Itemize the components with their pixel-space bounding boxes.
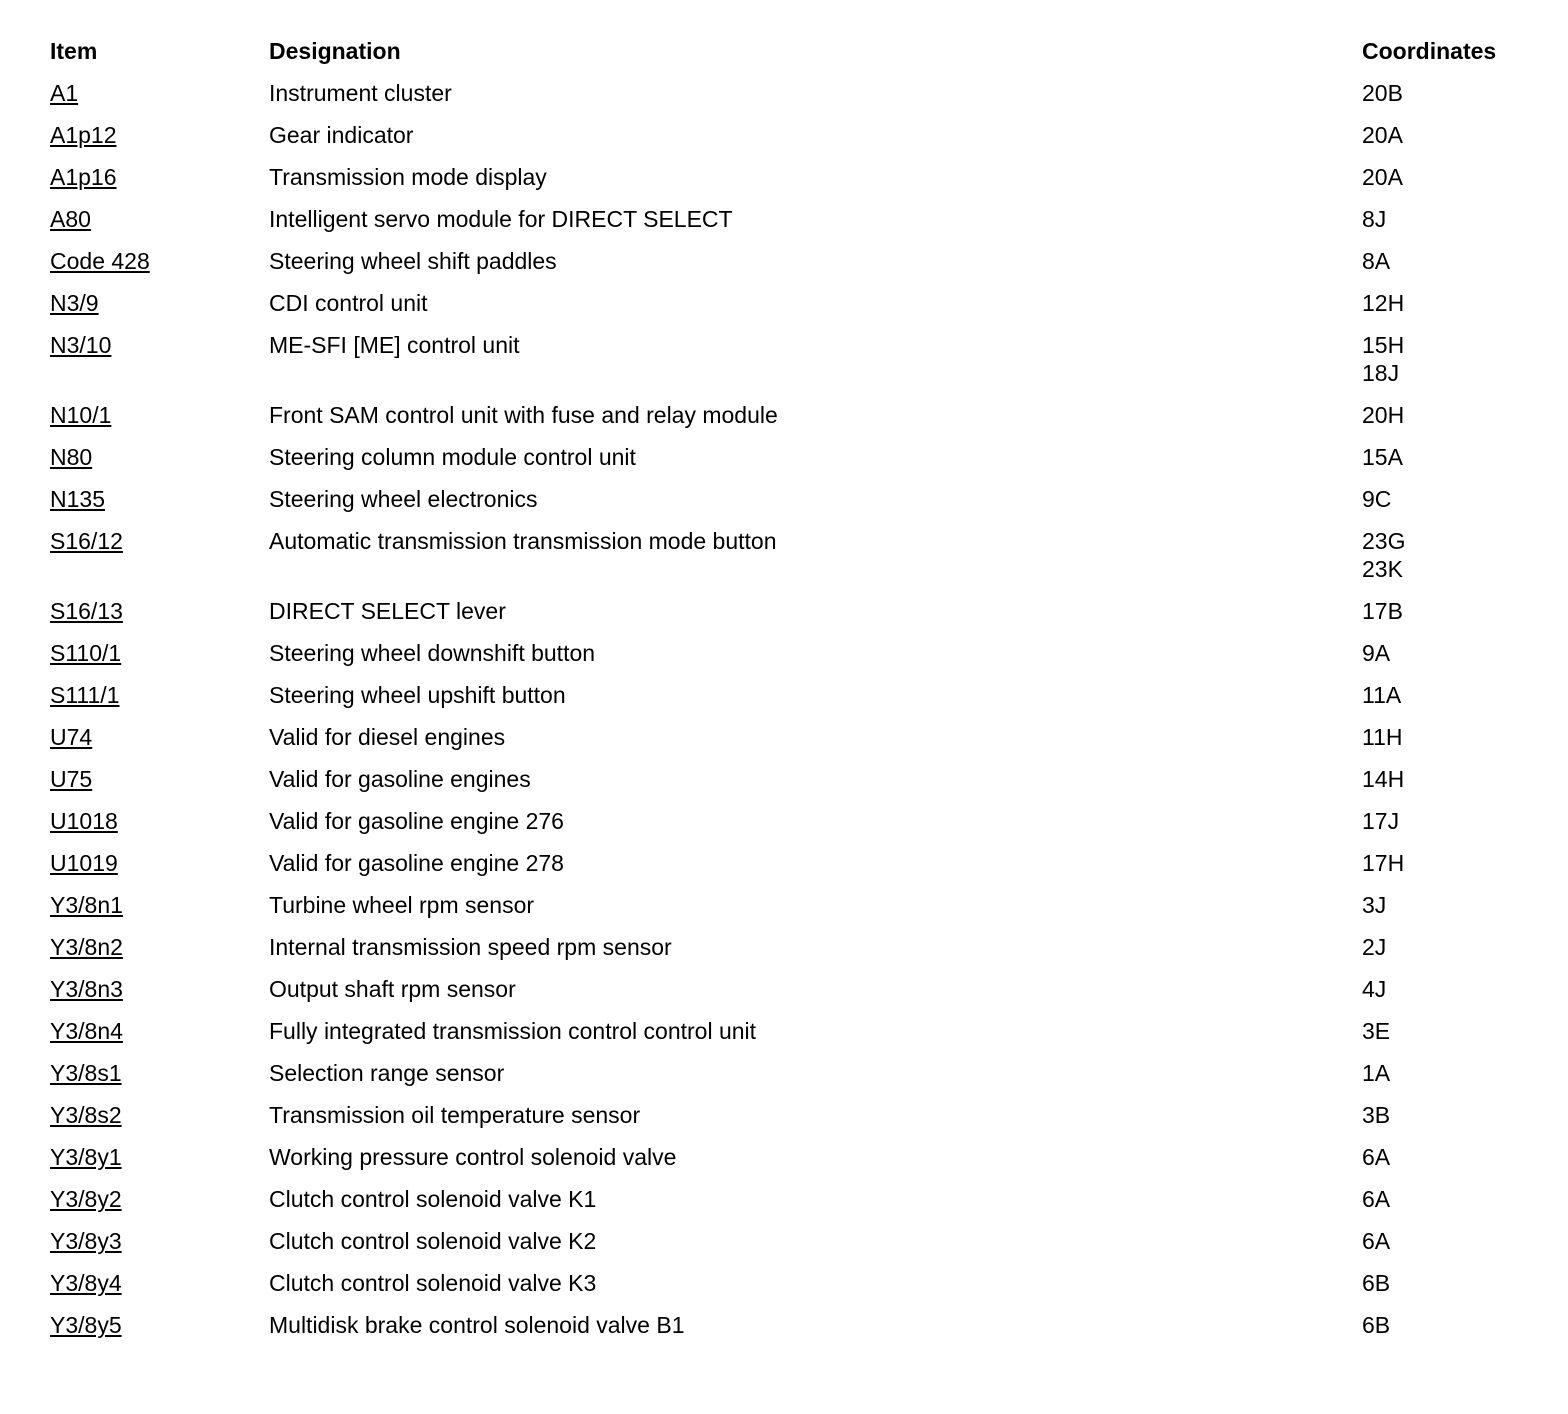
item-cell bbox=[50, 163, 269, 191]
coordinates-cell bbox=[1362, 485, 1550, 513]
designation-cell: Clutch control solenoid valve K3 bbox=[269, 1270, 597, 1296]
table-row bbox=[50, 1052, 1550, 1094]
coordinate-value: 6B bbox=[1362, 1312, 1391, 1338]
coordinates-cell bbox=[1362, 401, 1550, 429]
item-link[interactable]: Y3/8s1 bbox=[50, 1060, 122, 1086]
designation-cell: Transmission oil temperature sensor bbox=[269, 1102, 641, 1128]
coordinates-cell bbox=[1362, 1017, 1550, 1045]
component-legend-table bbox=[50, 30, 1550, 1346]
coordinate-value: 9A bbox=[1362, 640, 1391, 666]
table-row bbox=[50, 800, 1550, 842]
table-row bbox=[50, 114, 1550, 156]
item-cell bbox=[50, 891, 269, 919]
table-row bbox=[50, 1010, 1550, 1052]
item-link[interactable]: Y3/8n3 bbox=[50, 976, 123, 1002]
designation-cell: Valid for gasoline engine 276 bbox=[269, 808, 564, 834]
header-coordinates: Coordinates bbox=[1362, 38, 1497, 64]
coordinate-value: 3J bbox=[1362, 892, 1387, 918]
item-cell bbox=[50, 331, 269, 387]
table-row bbox=[50, 1178, 1550, 1220]
item-cell bbox=[50, 975, 269, 1003]
item-link[interactable]: N10/1 bbox=[50, 402, 112, 428]
coordinates-cell bbox=[1362, 849, 1550, 877]
coordinates-cell bbox=[1362, 1311, 1550, 1339]
table-row bbox=[50, 632, 1550, 674]
table-row bbox=[50, 156, 1550, 198]
item-link[interactable]: Y3/8y1 bbox=[50, 1144, 122, 1170]
item-cell bbox=[50, 1059, 269, 1087]
table-row bbox=[50, 72, 1550, 114]
item-cell bbox=[50, 401, 269, 429]
coordinates-cell bbox=[1362, 205, 1550, 233]
designation-cell: Valid for diesel engines bbox=[269, 724, 506, 750]
coordinates-cell bbox=[1362, 765, 1550, 793]
table-row bbox=[50, 968, 1550, 1010]
table-row bbox=[50, 1262, 1550, 1304]
coordinate-value: 4J bbox=[1362, 976, 1387, 1002]
designation-cell: ME-SFI [ME] control unit bbox=[269, 332, 520, 358]
coordinates-cell bbox=[1362, 597, 1550, 625]
coordinates-cell bbox=[1362, 79, 1550, 107]
designation-cell: Valid for gasoline engines bbox=[269, 766, 531, 792]
item-link[interactable]: A1p16 bbox=[50, 164, 117, 190]
designation-cell: Working pressure control solenoid valve bbox=[269, 1144, 677, 1170]
item-link[interactable]: Y3/8y2 bbox=[50, 1186, 122, 1212]
coordinate-value: 6A bbox=[1362, 1186, 1391, 1212]
item-cell bbox=[50, 1311, 269, 1339]
item-link[interactable]: Y3/8n4 bbox=[50, 1018, 123, 1044]
designation-cell: Selection range sensor bbox=[269, 1060, 505, 1086]
item-cell bbox=[50, 807, 269, 835]
coordinates-cell bbox=[1362, 163, 1550, 191]
item-link[interactable]: S16/13 bbox=[50, 598, 123, 624]
item-cell bbox=[50, 639, 269, 667]
table-row bbox=[50, 1094, 1550, 1136]
item-cell bbox=[50, 765, 269, 793]
coordinates-cell bbox=[1362, 639, 1550, 667]
item-cell bbox=[50, 289, 269, 317]
table-row bbox=[50, 926, 1550, 968]
table-row bbox=[50, 520, 1550, 590]
item-cell bbox=[50, 1227, 269, 1255]
table-row bbox=[50, 1220, 1550, 1262]
coordinates-cell bbox=[1362, 247, 1550, 275]
coordinates-cell bbox=[1362, 527, 1550, 583]
item-link[interactable]: U1019 bbox=[50, 850, 118, 876]
designation-cell: Clutch control solenoid valve K2 bbox=[269, 1228, 597, 1254]
designation-cell: Intelligent servo module for DIRECT SELECT bbox=[269, 206, 733, 232]
coordinate-value: 8J bbox=[1362, 206, 1387, 232]
header-designation: Designation bbox=[269, 38, 401, 64]
item-cell bbox=[50, 723, 269, 751]
coordinate-value: 15A bbox=[1362, 444, 1403, 470]
coordinate-value: 20A bbox=[1362, 164, 1403, 190]
legend-body bbox=[50, 72, 1550, 1346]
designation-cell: Steering wheel electronics bbox=[269, 486, 538, 512]
table-row bbox=[50, 674, 1550, 716]
coordinates-cell bbox=[1362, 723, 1550, 751]
coordinates-cell bbox=[1362, 121, 1550, 149]
coordinate-value: 23K bbox=[1362, 556, 1403, 582]
designation-cell: Instrument cluster bbox=[269, 80, 452, 106]
table-row bbox=[50, 842, 1550, 884]
item-cell bbox=[50, 597, 269, 625]
legend-header-row bbox=[50, 30, 1550, 72]
designation-cell: DIRECT SELECT lever bbox=[269, 598, 506, 624]
table-row bbox=[50, 1136, 1550, 1178]
table-row bbox=[50, 478, 1550, 520]
coordinate-value: 14H bbox=[1362, 766, 1405, 792]
item-link[interactable]: U1018 bbox=[50, 808, 118, 834]
designation-cell: Steering column module control unit bbox=[269, 444, 636, 470]
coordinate-value: 20B bbox=[1362, 80, 1403, 106]
item-cell bbox=[50, 121, 269, 149]
item-link[interactable]: Y3/8n2 bbox=[50, 934, 123, 960]
designation-cell: Steering wheel shift paddles bbox=[269, 248, 557, 274]
coordinate-value: 20H bbox=[1362, 402, 1405, 428]
item-cell bbox=[50, 1143, 269, 1171]
item-link[interactable]: N80 bbox=[50, 444, 93, 470]
coordinate-value: 11A bbox=[1362, 682, 1402, 708]
item-link[interactable]: Code 428 bbox=[50, 248, 150, 274]
designation-cell: Valid for gasoline engine 278 bbox=[269, 850, 564, 876]
coordinates-cell bbox=[1362, 1101, 1550, 1129]
item-link[interactable]: A80 bbox=[50, 206, 91, 232]
coordinates-cell bbox=[1362, 443, 1550, 471]
coordinate-value: 15H bbox=[1362, 332, 1405, 358]
coordinates-cell bbox=[1362, 331, 1550, 387]
coordinate-value: 6B bbox=[1362, 1270, 1391, 1296]
coordinate-value: 3E bbox=[1362, 1018, 1391, 1044]
item-cell bbox=[50, 681, 269, 709]
coordinates-cell bbox=[1362, 1227, 1550, 1255]
item-link[interactable]: Y3/8y3 bbox=[50, 1228, 122, 1254]
item-cell bbox=[50, 79, 269, 107]
designation-cell: Output shaft rpm sensor bbox=[269, 976, 516, 1002]
coordinate-value: 20A bbox=[1362, 122, 1403, 148]
item-cell bbox=[50, 1101, 269, 1129]
coordinates-cell bbox=[1362, 1143, 1550, 1171]
coordinate-value: 17B bbox=[1362, 598, 1403, 624]
item-link[interactable]: Y3/8n1 bbox=[50, 892, 123, 918]
table-row bbox=[50, 758, 1550, 800]
item-link[interactable]: U74 bbox=[50, 724, 93, 750]
table-row bbox=[50, 324, 1550, 394]
table-row bbox=[50, 282, 1550, 324]
item-link[interactable]: S16/12 bbox=[50, 528, 123, 554]
table-row bbox=[50, 198, 1550, 240]
item-link[interactable]: S111/1 bbox=[50, 682, 120, 708]
item-link[interactable]: A1p12 bbox=[50, 122, 117, 148]
coordinate-value: 9C bbox=[1362, 486, 1392, 512]
item-cell bbox=[50, 849, 269, 877]
coordinates-cell bbox=[1362, 1269, 1550, 1297]
coordinate-value: 12H bbox=[1362, 290, 1405, 316]
table-row bbox=[50, 240, 1550, 282]
item-cell bbox=[50, 1017, 269, 1045]
item-cell bbox=[50, 443, 269, 471]
coordinates-cell bbox=[1362, 975, 1550, 1003]
item-cell bbox=[50, 1185, 269, 1213]
coordinate-value: 3B bbox=[1362, 1102, 1391, 1128]
coordinate-value: 11H bbox=[1362, 724, 1403, 750]
coordinate-value: 17H bbox=[1362, 850, 1405, 876]
designation-cell: CDI control unit bbox=[269, 290, 428, 316]
table-row bbox=[50, 884, 1550, 926]
item-link[interactable]: N3/10 bbox=[50, 332, 112, 358]
item-link[interactable]: U75 bbox=[50, 766, 93, 792]
item-cell bbox=[50, 247, 269, 275]
table-row bbox=[50, 436, 1550, 478]
coordinate-value: 2J bbox=[1362, 934, 1387, 960]
designation-cell: Front SAM control unit with fuse and relay module bbox=[269, 402, 778, 428]
designation-cell: Transmission mode display bbox=[269, 164, 547, 190]
designation-cell: Clutch control solenoid valve K1 bbox=[269, 1186, 597, 1212]
coordinates-cell bbox=[1362, 891, 1550, 919]
item-cell bbox=[50, 1269, 269, 1297]
item-cell bbox=[50, 205, 269, 233]
coordinates-cell bbox=[1362, 933, 1550, 961]
coordinate-value: 8A bbox=[1362, 248, 1391, 274]
item-link[interactable]: N3/9 bbox=[50, 290, 99, 316]
coordinate-value: 6A bbox=[1362, 1144, 1391, 1170]
coordinate-value: 23G bbox=[1362, 528, 1406, 554]
coordinates-cell bbox=[1362, 1185, 1550, 1213]
coordinates-cell bbox=[1362, 1059, 1550, 1087]
item-link[interactable]: S110/1 bbox=[50, 640, 122, 666]
header-item: Item bbox=[50, 38, 98, 64]
coordinate-value: 1A bbox=[1362, 1060, 1391, 1086]
coordinate-value: 18J bbox=[1362, 360, 1400, 386]
designation-cell: Fully integrated transmission control control unit bbox=[269, 1018, 757, 1044]
designation-cell: Gear indicator bbox=[269, 122, 414, 148]
coordinate-value: 6A bbox=[1362, 1228, 1391, 1254]
designation-cell: Turbine wheel rpm sensor bbox=[269, 892, 535, 918]
designation-cell: Steering wheel upshift button bbox=[269, 682, 566, 708]
designation-cell: Steering wheel downshift button bbox=[269, 640, 596, 666]
item-cell bbox=[50, 527, 269, 583]
table-row bbox=[50, 1304, 1550, 1346]
designation-cell: Multidisk brake control solenoid valve B1 bbox=[269, 1312, 685, 1338]
designation-cell: Internal transmission speed rpm sensor bbox=[269, 934, 672, 960]
coordinates-cell bbox=[1362, 807, 1550, 835]
item-cell bbox=[50, 485, 269, 513]
coordinates-cell bbox=[1362, 289, 1550, 317]
item-link[interactable]: Y3/8y4 bbox=[50, 1270, 122, 1296]
table-row bbox=[50, 590, 1550, 632]
table-row bbox=[50, 394, 1550, 436]
item-link[interactable]: A1 bbox=[50, 80, 79, 106]
designation-cell: Automatic transmission transmission mode button bbox=[269, 528, 777, 554]
coordinates-cell bbox=[1362, 681, 1550, 709]
coordinate-value: 17J bbox=[1362, 808, 1400, 834]
item-link[interactable]: Y3/8s2 bbox=[50, 1102, 122, 1128]
item-link[interactable]: N135 bbox=[50, 486, 105, 512]
item-cell bbox=[50, 933, 269, 961]
item-link[interactable]: Y3/8y5 bbox=[50, 1312, 122, 1338]
table-row bbox=[50, 716, 1550, 758]
